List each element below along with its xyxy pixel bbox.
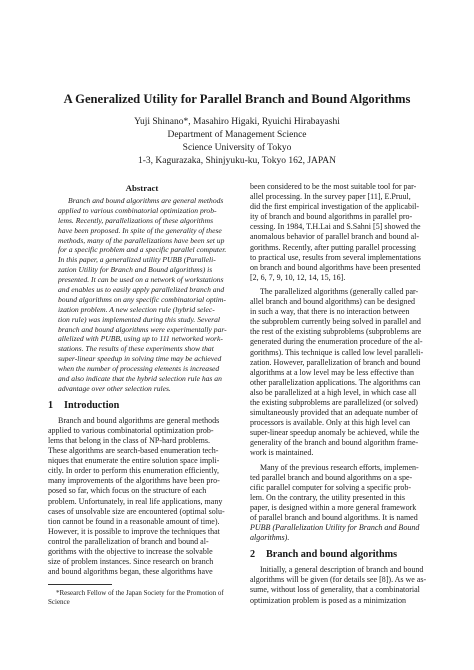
body-line: lems that belong in the class of NP-hard problems. [48, 436, 210, 445]
author-names: Yuji Shinano*, Masahiro Higaki, Ryuichi Hirabayashi [134, 117, 340, 127]
body-line: [2, 6, 7, 9, 10, 12, 14, 15, 16]. [250, 272, 346, 282]
body-line: cases of unsolvable size are encountered (optimal solu- [48, 506, 225, 516]
body-line: other parallelization applications. The algorithms can [250, 377, 421, 387]
abstract-line: presented. It can be used on a network of workstations [58, 275, 224, 285]
body-line: PUBB (Parallelization Utility for Branch and Bound [250, 523, 420, 533]
body-line: the rest of the existing subproblems (subproblems are [250, 327, 422, 337]
body-line: size of problem instances. Since research on branch [48, 557, 214, 567]
abstract-line: applied to various combinatorial optimization prob- [58, 205, 217, 215]
section-heading-introduction [48, 398, 236, 413]
abstract-line: super-linear speedup in solving time may be achieved [58, 354, 222, 364]
introduction-body [48, 416, 236, 578]
affiliation-address: 1-3, Kagurazaka, Shinjyuku-ku, Tokyo 162, JAPAN [137, 155, 337, 166]
body-line: processors is available. Only at this high level can [250, 418, 411, 428]
body-line: algorithms will be given (for details see [8]). As we as- [250, 575, 427, 585]
body-line: cific parallel computer for solving a specific prob- [250, 482, 412, 492]
body-line: Branch and bound algorithms are general methods [58, 415, 220, 425]
body-line: problem. Unfortunately, in real life applications, many [48, 496, 223, 506]
abstract-line: for a specific problem and a specific parallel computer. [58, 245, 227, 255]
body-line: posed so far, which focus on the structure of each [48, 486, 207, 496]
body-line: cessing. In 1984, T.H.Lai and S.Sahni [5] showed the [250, 222, 421, 232]
footnote-line: Science [48, 598, 70, 606]
right-column [250, 182, 438, 606]
body-line: zation. However, parallelization of branch and bound [250, 357, 421, 367]
body-line: algorithms at a low level may be less effective than [250, 367, 415, 377]
body-line: applied to various combinatorial optimization prob- [48, 425, 214, 435]
body-line: been considered to be the most suitable tool for par- [250, 182, 417, 191]
body-line: in such a way, that there is no interaction between [250, 307, 410, 317]
abstract-line: and enables us to easily apply parallelized branch and [58, 285, 225, 295]
body-line: tion cannot be found in a reasonable amount of time). [48, 516, 220, 526]
abstract-line: when the number of processing elements is increased [58, 364, 220, 374]
body-line: the existing subproblems are parallelized (or solved) [250, 397, 418, 407]
body-line: control the parallelization of branch and bound al- [48, 536, 209, 546]
body-line: many improvements of the algorithms have been pro- [48, 476, 220, 486]
body-line: to practical use, results from several implementations [250, 252, 421, 262]
abstract-line: methods, many of the parallelizations have been set up [58, 235, 225, 245]
body-line: generality of the branch and bound algorithm frame- [250, 438, 419, 448]
body-line: super-linear speedup anomaly be achieved, while the [250, 428, 420, 438]
footnote-line: *Research Fellow of the Japan Society for the Promotion of [56, 589, 224, 597]
affiliation-university: Science University of Tokyo [182, 142, 292, 153]
body-line: gorithms. Recently, after putting parallel processing [250, 242, 416, 252]
right-paragraph-1 [250, 182, 438, 283]
affiliation-department: Department of Management Science [167, 129, 307, 140]
section-number: 2 [250, 549, 256, 561]
body-line: simultaneously provided that an adequate number of [250, 408, 418, 418]
body-line: work is maintained. [250, 448, 314, 458]
body-line: anomalous behavior of parallel branch and bound al- [250, 232, 420, 242]
body-line: gorithms with the objective to increase the solvable [48, 547, 213, 557]
section-title: Introduction [64, 399, 120, 411]
body-line: The parallelized algorithms (generally called par- [260, 286, 419, 296]
right-paragraph-2 [250, 287, 438, 459]
abstract-line: lems. Recently, parallelizations of these algorithms [58, 215, 214, 225]
abstract-line: bound algorithms on any specific combinatorial optim- [58, 294, 226, 304]
abstract-body [48, 196, 236, 394]
body-line: Initially, a general description of branch and bound [260, 565, 424, 575]
body-line: did the first empirical investigation of the applicabil- [250, 202, 420, 212]
body-line: on branch and bound algorithms have been presented [250, 262, 421, 272]
body-line: the subproblem currently being solved in parallel and [250, 317, 421, 327]
body-line: ity of branch and bound algorithms in parallel pro- [250, 212, 413, 222]
section-title: Branch and bound algorithms [266, 549, 398, 561]
body-line: However, it is possible to improve the techniques that [48, 526, 220, 536]
body-line: niques that enumerate the entire solution space impli- [48, 456, 220, 466]
body-line: allel processing. In the survey paper [11], E.Pruul, [250, 192, 411, 202]
abstract-line: have been proposed. In spite of the generality of these [58, 225, 222, 235]
body-line: These algorithms are search-based enumeration tech- [48, 446, 219, 456]
body-line: algorithms). [250, 533, 290, 543]
body-line: sume, without loss of generality, that a combinatorial [250, 585, 420, 595]
body-line: citly. In order to perform this enumeration efficiently, [48, 466, 219, 476]
body-line: allel branch and bound algorithms) can be designed [250, 297, 416, 307]
abstract-heading: Abstract [125, 183, 159, 193]
left-column [48, 182, 236, 577]
footnote-rule [48, 584, 112, 585]
body-line: paper, is designed within a more general framework [250, 502, 417, 512]
abstract-line: allelized with PUBB, using up to 111 networked work- [58, 334, 223, 344]
body-line: of parallel branch and bound algorithms. It is named [250, 513, 418, 522]
abstract-line: Branch and bound algorithms are general methods [68, 196, 224, 205]
abstract-line: advantage over other selection rules. [58, 383, 171, 393]
body-line: also be parallelized at a high level, in which case all [250, 387, 417, 397]
body-line: and bound algorithms began, these algorithms have [48, 567, 213, 577]
section-heading-branch-and-bound [250, 547, 438, 562]
abstract-line: ization problem. A new selection rule (hybrid selec- [58, 304, 215, 314]
abstract-line: tion rule) was implemented during this study. Several [58, 314, 220, 324]
abstract-line: branch and bound algorithms were experimentally par- [58, 324, 227, 334]
right-paragraph-3 [250, 463, 438, 544]
body-line: ted parallel branch and bound algorithms on a spe- [250, 472, 413, 482]
body-line: Many of the previous research efforts, implemen- [260, 462, 419, 472]
author-block [0, 116, 474, 168]
abstract-line: and also indicate that the hybrid selection rule has an [58, 374, 222, 384]
body-line: generated during the enumeration procedure of the al- [250, 337, 423, 347]
footnote [48, 589, 236, 607]
body-line: optimization problem is posed as a minimization [250, 595, 406, 605]
section2-body [250, 565, 438, 605]
section-number: 1 [48, 399, 54, 411]
abstract-line: stations. The results of these experiments show that [58, 344, 214, 354]
body-line: gorithms). This technique is called low level paralleli- [250, 347, 424, 357]
body-line: lem. On the contrary, the utility presented in this [250, 492, 405, 502]
paper-title: A Generalized Utility for Parallel Branch and Bound Algorithms [63, 92, 411, 106]
abstract-line: In this paper, a generalized utility PUBB (Paralleli- [58, 255, 216, 265]
abstract-line: zation Utility for Branch and Bound algorithms) is [58, 265, 213, 275]
